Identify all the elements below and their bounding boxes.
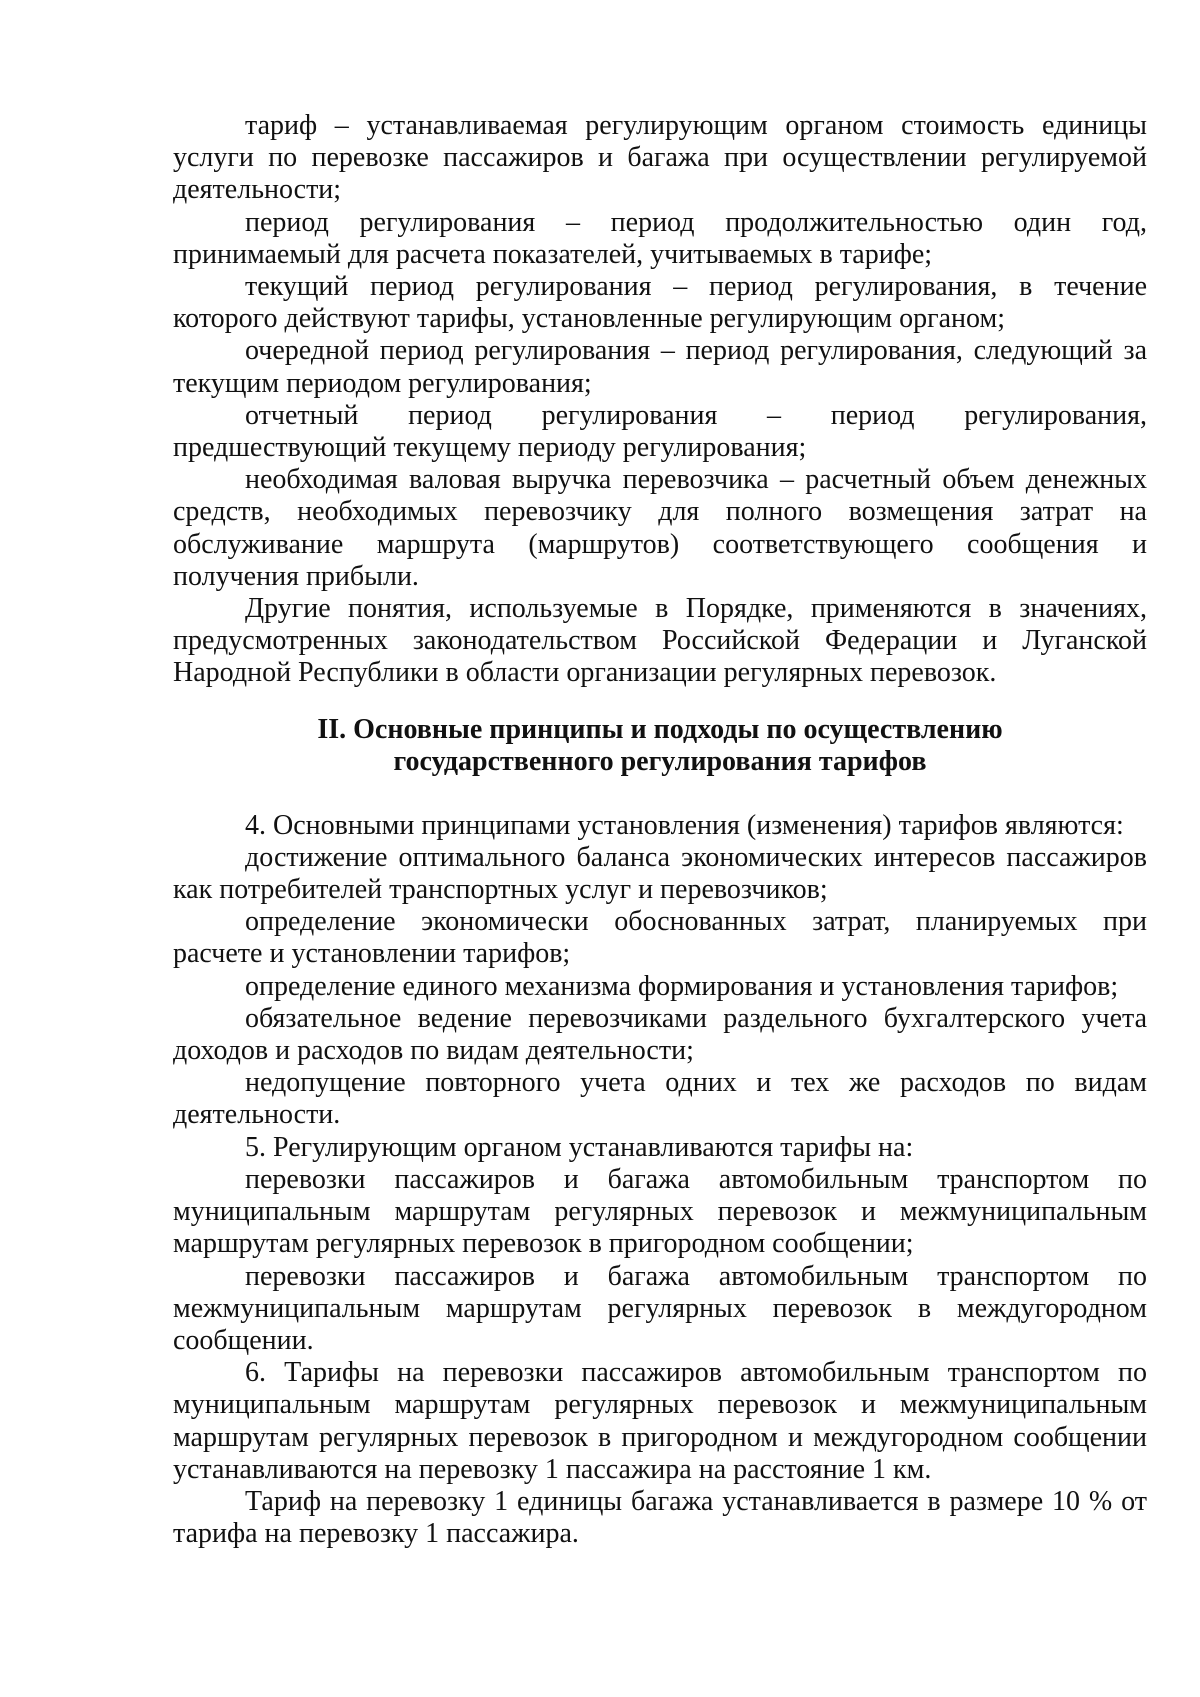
definition-regulation-period: период регулирования – период продолжительностью один год, принимаемый для расчета показателей, учитываемых в тарифе; [173,206,1147,270]
tariff-suburban-routes: перевозки пассажиров и багажа автомобильным транспортом по муниципальным маршрутам регулярных перевозок и межмуниципальным маршрутам регулярных перевозок в пригородном сообщении; [173,1163,1147,1260]
tariff-intercity-routes: перевозки пассажиров и багажа автомобильным транспортом по межмуниципальным маршрутам регулярных перевозок в междугородном сообщении. [173,1260,1147,1356]
principle-justified-costs: определение экономически обоснованных затрат, планируемых при расчете и установлении тарифов; [173,906,1147,970]
clause-6: 6. Тарифы на перевозки пассажиров автомобильным транспортом по муниципальным маршрутам регулярных перевозок и межмуниципальным маршрутам регулярных перевозок в пригородном и междугородном сообщении устанавливаются на перевозку 1 пассажира на расстояние 1 км. [173,1357,1147,1485]
clause-4: 4. Основными принципами установления (изменения) тарифов являются: [245,809,1124,841]
principle-balance: достижение оптимального баланса экономических интересов пассажиров как потребителей транспортных услуг и перевозчиков; [173,841,1147,906]
principle-no-double-counting: недопущение повторного учета одних и тех же расходов по видам деятельности. [173,1067,1147,1131]
clause-5: 5. Регулирующим органом устанавливаются тарифы на: [245,1131,914,1163]
baggage-tariff: Тариф на перевозку 1 единицы багажа устанавливается в размере 10 % от тарифа на перевозку 1 пассажира. [173,1485,1147,1550]
principle-separate-accounting: обязательное ведение перевозчиками раздельного бухгалтерского учета доходов и расходов по видам деятельности; [173,1002,1147,1067]
definition-reporting-period: отчетный период регулирования – период регулирования, предшествующий текущему периоду регулирования; [173,399,1147,464]
document-body [173,110,1147,1550]
definition-tariff: тариф – устанавливаемая регулирующим органом стоимость единицы услуги по перевозке пассажиров и багажа при осуществлении регулируемой деятельности; [173,110,1147,206]
definition-other-terms: Другие понятия, используемые в Порядке, применяются в значениях, предусмотренных законодательством Российской Федерации и Луганской Народной Республики в области организации регулярных перевозок. [173,593,1147,689]
definition-gross-revenue: необходимая валовая выручка перевозчика – расчетный объем денежных средств, необходимых перевозчику для полного возмещения затрат на обслуживание маршрута (маршрутов) соответствующего сообщения и получения прибыли. [173,464,1147,592]
definition-next-period: очередной период регулирования – период регулирования, следующий за текущим периодом регулирования; [173,335,1147,399]
section-heading-line-2: государственного регулирования тарифов [393,745,927,777]
section-heading-line-1: II. Основные принципы и подходы по осуществлению [317,713,1003,745]
section-heading [173,714,1147,778]
principle-unified-mechanism: определение единого механизма формирования и установления тарифов; [245,970,1119,1002]
definition-current-period: текущий период регулирования – период регулирования, в течение которого действуют тарифы, установленные регулирующим органом; [173,271,1147,335]
